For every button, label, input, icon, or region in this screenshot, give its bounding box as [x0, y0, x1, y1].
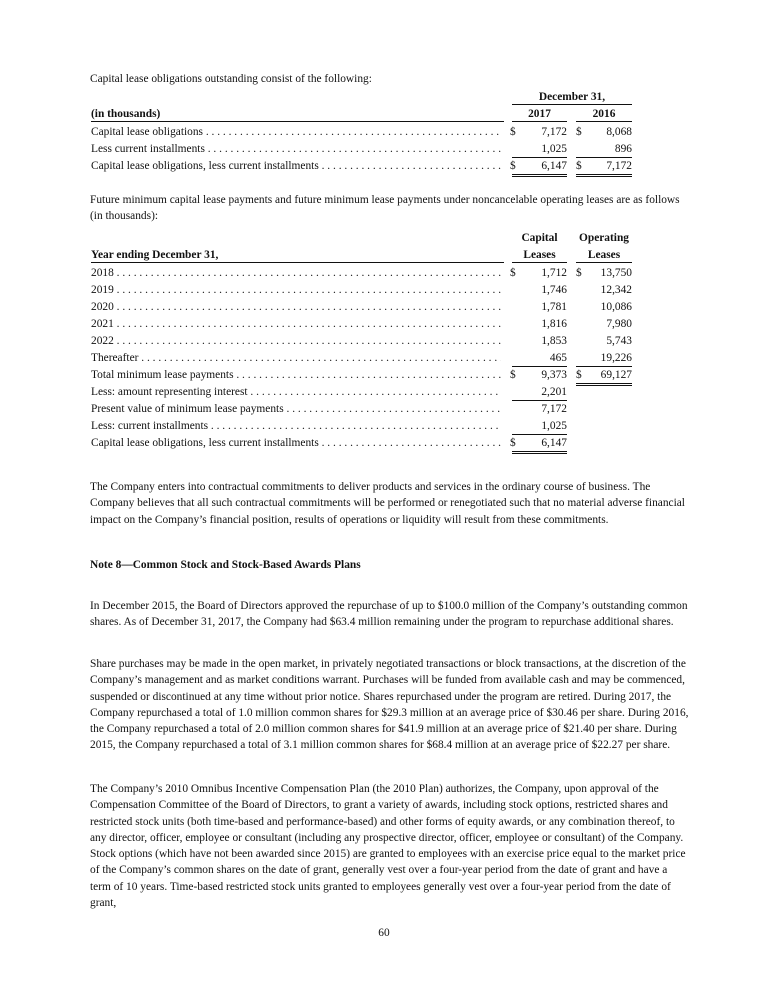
row-label: Less current installments . . .	[91, 141, 501, 157]
future-payments-intro: Future minimum capital lease payments and future minimum lease payments under noncancelable operating leases are as follows (in thousands):	[90, 194, 680, 223]
total-double-rule	[512, 451, 567, 454]
dollar-sign: $	[510, 369, 516, 381]
incentive-plan-paragraph: The Company’s 2010 Omnibus Incentive Compensation Plan (the 2010 Plan) authorizes, the Company, upon approval of the Compensation Committee of the Board of Directors, to grant a variety of awards, including stock options, restricted shares and restricted stock units (both time-based and performance-based) and other forms of equity awards, or any combination thereof, to any director, officer, employee or consultant (including any prospective director, officer, employee or consultant) of the Company. Stock options (which have not been awarded since 2015) are granted to employees with an exercise price equal to the market price of the Company’s common shares on the date of grant, generally vest over a four-year period from the date of grant and have a term of 10 years. Time-based restricted stock units granted to employees generally vest over a four-year period from the date of grant,	[90, 783, 686, 910]
year-label: Year ending December 31,	[91, 249, 219, 261]
capital-value: 6,147	[541, 437, 567, 449]
label-rule	[91, 121, 504, 122]
dollar-sign: $	[510, 437, 516, 449]
capital-value: 9,373	[541, 369, 567, 381]
label-rule	[91, 262, 504, 263]
capital-value: 1,853	[541, 335, 567, 347]
row-label: Less: current installments . . .	[91, 418, 501, 434]
row-label: 2019 . . .	[91, 282, 501, 298]
col-rule	[576, 262, 632, 263]
capital-value: 2,201	[541, 386, 567, 398]
dollar-sign: $	[510, 267, 516, 279]
operating-value: 12,342	[600, 284, 632, 296]
value-2017: 7,172	[541, 126, 567, 138]
value-2017: 1,025	[541, 143, 567, 155]
col-rule	[512, 121, 567, 122]
total-double-rule	[576, 174, 632, 177]
col-capital-line2: Leases	[523, 249, 556, 261]
col-rule	[576, 121, 632, 122]
row-label: 2021 . . .	[91, 316, 501, 332]
operating-value: 5,743	[606, 335, 632, 347]
value-2016: 8,068	[606, 126, 632, 138]
col-2016: 2016	[592, 108, 616, 120]
operating-value: 69,127	[600, 369, 632, 381]
capital-value: 7,172	[541, 403, 567, 415]
dollar-sign: $	[576, 267, 582, 279]
row-label: Capital lease obligations, less current installments . . .	[91, 158, 501, 174]
value-2016: 896	[614, 143, 632, 155]
dollar-sign: $	[510, 126, 516, 138]
row-label: Thereafter . . .	[91, 350, 501, 366]
col-capital-line1: Capital	[521, 232, 558, 244]
capital-value: 465	[549, 352, 567, 364]
capital-lease-intro: Capital lease obligations outstanding consist of the following:	[90, 73, 372, 85]
share-purchases-paragraph: Share purchases may be made in the open market, in privately negotiated transactions or block transactions, at the discretion of the Company’s management and as market conditions warrant. Purchases will be funded from available cash and may be commenced, suspended or discontinued at any time without prior notice. Shares repurchased under the program are retired. During 2017, the Company repurchased a total of 1.0 million common shares for $29.3 million at an average price of $30.46 per share. During 2016, the Company repurchased a total of 2.0 million common shares for $41.9 million at an average price of $21.40 per share. During 2015, the Company repurchased a total of 3.1 million common shares for $68.4 million at an average price of $22.27 per share.	[90, 658, 689, 752]
capital-value: 1,816	[541, 318, 567, 330]
note8-heading: Note 8—Common Stock and Stock-Based Awards Plans	[90, 559, 361, 571]
page-number: 60	[378, 927, 390, 939]
row-label: Total minimum lease payments . . .	[91, 367, 501, 383]
total-double-rule	[512, 174, 567, 177]
header-rule	[512, 104, 632, 105]
row-label: 2018 . . .	[91, 265, 501, 281]
value-2016: 7,172	[606, 160, 632, 172]
col-operating-line1: Operating	[579, 232, 629, 244]
value-2017: 6,147	[541, 160, 567, 172]
row-label: Capital lease obligations . . .	[91, 124, 501, 140]
row-label: Present value of minimum lease payments . . .	[91, 401, 501, 417]
capital-value: 1,712	[541, 267, 567, 279]
col-2017: 2017	[528, 108, 551, 120]
operating-value: 13,750	[600, 267, 632, 279]
col-operating-line2: Leases	[587, 249, 621, 261]
dollar-sign: $	[576, 126, 582, 138]
dollar-sign: $	[576, 160, 582, 172]
repurchase-paragraph: In December 2015, the Board of Directors approved the repurchase of up to $100.0 million of the Company’s outstanding common shares. As of December 31, 2017, the Company had $63.4 million remaining under the program to repurchase additional shares.	[90, 600, 688, 629]
dollar-sign: $	[510, 160, 516, 172]
row-label: 2022 . . .	[91, 333, 501, 349]
operating-value: 19,226	[600, 352, 632, 364]
unit-label: (in thousands)	[91, 108, 161, 120]
capital-value: 1,781	[541, 301, 567, 313]
period-header: December 31,	[538, 91, 606, 103]
operating-value: 7,980	[606, 318, 632, 330]
row-label: Less: amount representing interest . . .	[91, 384, 501, 400]
total-double-rule	[576, 383, 632, 386]
row-label: 2020 . . .	[91, 299, 501, 315]
capital-value: 1,025	[541, 420, 567, 432]
col-rule	[512, 262, 567, 263]
commitments-paragraph: The Company enters into contractual commitments to deliver products and services in the ordinary course of business. The Company believes that all such contractual commitments will be performed or renegotiated such that no material adverse financial impact on the Company’s financial position, results of operations or liquidity will result from these commitments.	[90, 481, 685, 526]
row-label: Capital lease obligations, less current installments . . .	[91, 435, 501, 451]
dollar-sign: $	[576, 369, 582, 381]
capital-value: 1,746	[541, 284, 567, 296]
operating-value: 10,086	[600, 301, 632, 313]
